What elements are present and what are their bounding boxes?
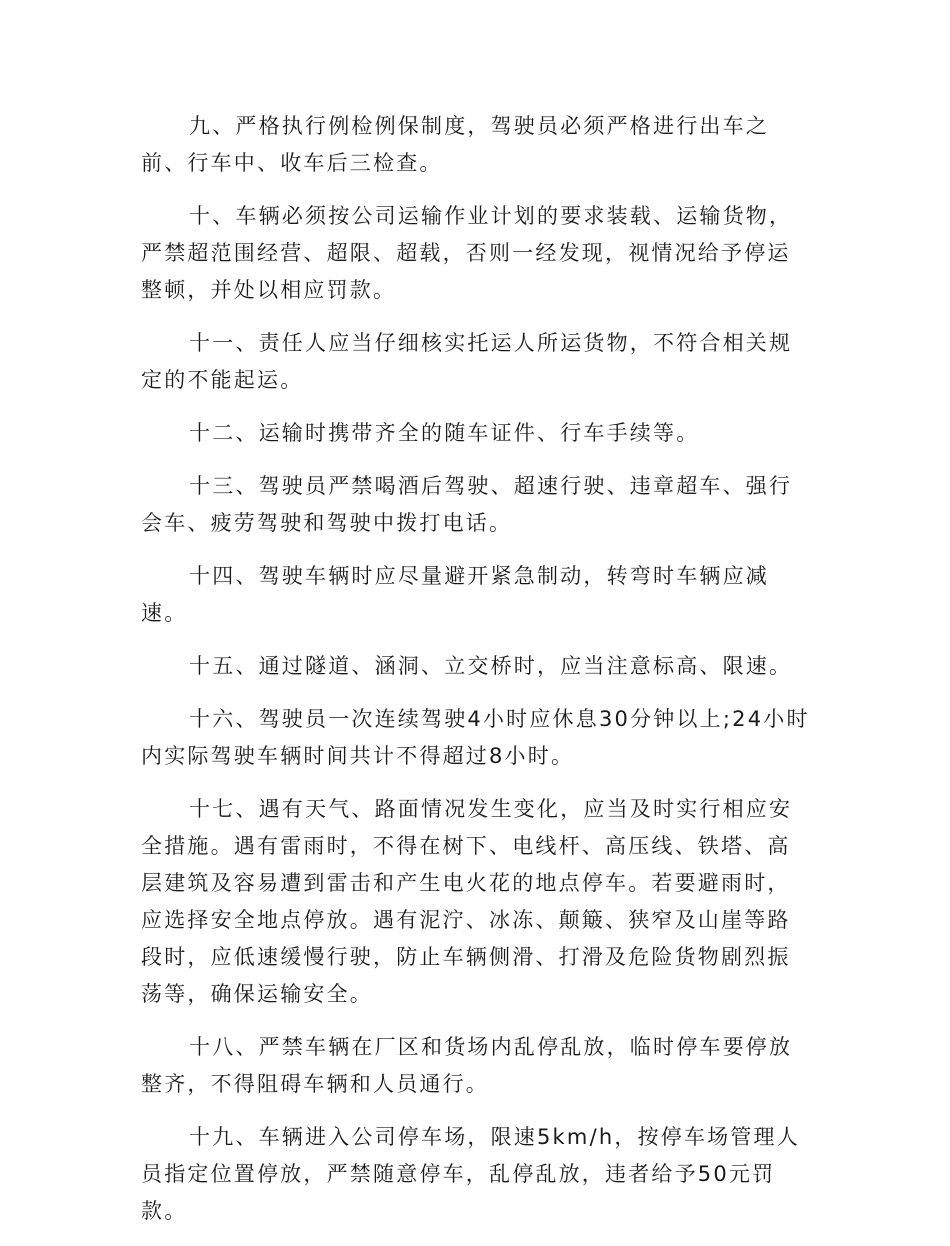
- paragraph-10: 十、车辆必须按公司运输作业计划的要求装载、运输货物，严禁超范围经营、超限、超载，否则一经发现，视情况给予停运整顿，并处以相应罚款。: [141, 204, 793, 302]
- paragraph-13: 十三、驾驶员严禁喝酒后驾驶、超速行驶、违章超车、强行会车、疲劳驾驶和驾驶中拨打电话。: [141, 474, 793, 535]
- paragraph-15: 十五、通过隧道、涵洞、立交桥时，应当注意标高、限速。: [189, 654, 793, 678]
- paragraph-16: 十六、驾驶员一次连续驾驶4小时应休息30分钟以上;24小时内实际驾驶车辆时间共计不得超过8小时。: [141, 707, 810, 768]
- paragraph-14: 十四、驾驶车辆时应尽量避开紧急制动，转弯时车辆应减速。: [141, 564, 769, 625]
- paragraph-11: 十一、责任人应当仔细核实托运人所运货物，不符合相关规定的不能起运。: [141, 331, 793, 392]
- paragraph-17: 十七、遇有天气、路面情况发生变化，应当及时实行相应安全措施。遇有雷雨时，不得在树下、电线杆、高压线、铁塔、高层建筑及容易遭到雷击和产生电火花的地点停车。若要避雨时，应选择安全地点停放。遇有泥泞、冰冻、颠簸、狭窄及山崖等路段时，应低速缓慢行驶，防止车辆侧滑、打滑及危险货物剧烈振荡等，确保运输安全。: [141, 797, 793, 1006]
- paragraph-19: 十九、车辆进入公司停车场，限速5km/h，按停车场管理人员指定位置停放，严禁随意停车，乱停乱放，违者给予50元罚款。: [141, 1125, 800, 1223]
- document-body: [141, 108, 813, 1246]
- paragraph-12: 十二、运输时携带齐全的随车证件、行车手续等。: [189, 421, 700, 445]
- paragraph-9: 九、严格执行例检例保制度，驾驶员必须严格进行出车之前、行车中、收车后三检查。: [141, 114, 769, 175]
- paragraph-18: 十八、严禁车辆在厂区和货场内乱停乱放，临时停车要停放整齐，不得阻碍车辆和人员通行。: [141, 1035, 793, 1096]
